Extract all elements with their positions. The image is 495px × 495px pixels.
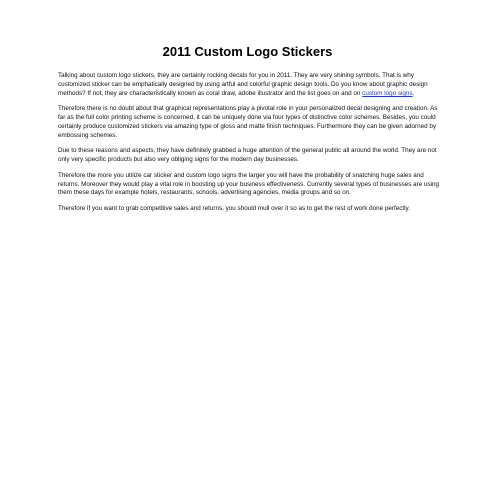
custom-logo-signs-link[interactable]: custom logo signs <box>362 89 413 97</box>
paragraph-4: Therefore the more you utilize car sticker and custom logo signs the larger you will have the probability of snatching huge sales and returns. Moreover they would play a vital role in boosting up your business effectiveness. Currently several types of businesses are using them these days for example hotels, restaurants, schools, advertising agencies, media groups and so on. <box>58 171 440 197</box>
paragraph-3: Due to these reasons and aspects, they have definitely grabbed a huge attention of the general public all around the world. They are not only very specific products but also very obliging signs for the modern day businesses. <box>58 147 437 164</box>
document-body <box>58 72 442 220</box>
document-title: 2011 Custom Logo Stickers <box>162 44 333 59</box>
paragraph-5: Therefore if you want to grab competitive sales and returns, you should mull over it so as to get the rest of work done perfectly. <box>58 204 410 212</box>
paragraph-1-end: . <box>412 89 415 97</box>
paragraph-1-text: Talking about custom logo stickers, they are certainly rocking decals for you in 2011. They are very shining symbols. That is why customized sticker can be emphatically designed by using artful and colorful graphic design tools. Do you know about graphic design methods? If not, they are characteristically known as coral draw, adobe illustrator and the list goes on and on <box>58 72 428 97</box>
paragraph-1 <box>58 72 442 99</box>
paragraph-2: Therefore there is no doubt about that graphical representations play a pivotal role in your personalized decal designing and creation. As far as the full color printing scheme is concerned, it can be uniquely done via four types of distinctive color schemes. Besides, you could certainly produce customized stickers via amazing type of gloss and matte finish techniques. Furthermore they can be given adorned by embossing schemes. <box>58 105 438 139</box>
